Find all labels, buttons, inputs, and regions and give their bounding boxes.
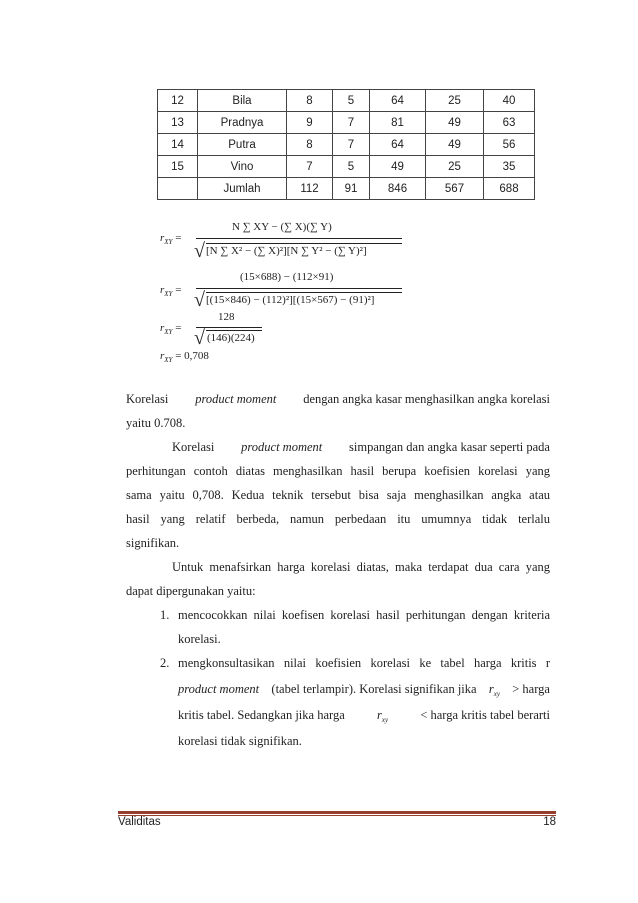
table-cell: 7	[287, 156, 333, 178]
table-cell: 5	[333, 90, 370, 112]
table-cell: 567	[426, 178, 484, 200]
table-cell: 5	[333, 156, 370, 178]
sqrt-icon: √	[194, 327, 205, 349]
formula-lhs-4: $r_{XY} = 0,708$	[160, 350, 209, 364]
fraction-bar-2	[196, 288, 402, 289]
table-cell: 63	[484, 112, 535, 134]
footer-rule-thin	[118, 815, 556, 816]
text-span: > harga	[512, 682, 550, 696]
table-cell: 13	[158, 112, 198, 134]
sqrt-icon: √	[194, 289, 205, 311]
xy-subscript: xy	[493, 690, 500, 698]
formula-lhs-3: $r_{XY}$ =	[160, 322, 182, 336]
table-cell: 112	[287, 178, 333, 200]
table-cell: 7	[333, 112, 370, 134]
formula-1-denominator: [N ∑ X² − (∑ X)²][N ∑ Y² − (∑ Y)²]	[206, 245, 367, 257]
formula-2-denominator: [(15×846) − (112)²][(15×567) − (91)²]	[206, 294, 375, 306]
fraction-bar-1	[196, 238, 402, 239]
table-cell: 15	[158, 156, 198, 178]
r-symbol: r	[376, 708, 382, 722]
table-cell: 688	[484, 178, 535, 200]
paragraph-2-line-3: sama yaitu 0,708. Kedua teknik tersebut bisa saja menghasilkan angka atau	[126, 488, 550, 502]
table-cell: 7	[333, 134, 370, 156]
table-cell: 8	[287, 90, 333, 112]
table-cell: 25	[426, 156, 484, 178]
paragraph-2-line-5: signifikan.	[126, 536, 180, 550]
text-span: kritis tabel. Sedangkan jika harga	[178, 708, 345, 722]
table-cell: 40	[484, 90, 535, 112]
footer-chapter-title: Validitas	[118, 816, 161, 828]
formula-lhs-1: $r_{XY}$ =	[160, 232, 182, 246]
paragraph-3-line-2: dapat dipergunakan yaitu:	[126, 584, 256, 598]
text-italic: product moment	[178, 682, 260, 696]
table-cell: 56	[484, 134, 535, 156]
table-cell: 12	[158, 90, 198, 112]
paragraph-3-line-1: Untuk menafsirkan harga korelasi diatas, maka terdapat dua cara yang	[172, 560, 550, 574]
list-item-1-line-1: mencocokkan nilai koefisen korelasi hasil perhitungan dengan kriteria	[178, 608, 550, 622]
table-cell: 25	[426, 90, 484, 112]
table-cell: 9	[287, 112, 333, 134]
table-cell: Putra	[198, 134, 287, 156]
table-row	[158, 156, 535, 178]
text-span: dengan angka kasar menghasilkan angka korelasi	[303, 392, 550, 406]
formula-2-numerator: (15×688) − (112×91)	[240, 271, 334, 283]
table-cell: 14	[158, 134, 198, 156]
list-item-1-line-2: korelasi.	[178, 632, 221, 646]
formula-3-denominator: (146)(224)	[207, 332, 255, 344]
xy-subscript: xy	[381, 716, 389, 724]
table-cell: 49	[426, 134, 484, 156]
paragraph-1-line-1	[126, 392, 550, 407]
formula-result: 0,708	[184, 350, 209, 362]
table-cell: 49	[426, 112, 484, 134]
paragraph-1-line-2: yaitu 0.708.	[126, 416, 186, 430]
list-item-1-number: 1.	[160, 608, 170, 622]
table-cell: 846	[370, 178, 426, 200]
text-span: < harga kritis tabel berarti	[420, 708, 550, 722]
list-item-2-line-4: korelasi tidak signifikan.	[178, 734, 302, 748]
table-cell: 49	[370, 156, 426, 178]
table-row	[158, 112, 535, 134]
table-cell: 35	[484, 156, 535, 178]
table-row	[158, 90, 535, 112]
paragraph-2-line-1	[172, 440, 550, 455]
table-row	[158, 178, 535, 200]
text-span: (tabel terlampir). Korelasi signifikan jika	[271, 682, 477, 696]
table-cell: Vino	[198, 156, 287, 178]
text-italic: product moment	[241, 440, 323, 454]
sqrt-icon: √	[194, 240, 205, 262]
sqrt-bar-1	[206, 243, 402, 244]
formula-3-numerator: 128	[218, 311, 235, 323]
table-cell: Bila	[198, 90, 287, 112]
paragraph-2-line-2: perhitungan contoh diatas menghasilkan hasil berupa koefisien korelasi yang	[126, 464, 550, 478]
list-item-2-number: 2.	[160, 656, 170, 670]
sqrt-bar-3	[206, 330, 262, 331]
rxy-symbol	[377, 708, 388, 724]
text-span: Korelasi	[172, 440, 215, 454]
text-span: simpangan dan angka kasar seperti pada	[349, 440, 550, 454]
table-row	[158, 134, 535, 156]
list-item-2-line-3	[178, 708, 550, 724]
table-cell: 8	[287, 134, 333, 156]
table-cell: 91	[333, 178, 370, 200]
table-cell: Jumlah	[198, 178, 287, 200]
table-cell: 64	[370, 90, 426, 112]
text-italic: product moment	[195, 392, 277, 406]
table-cell: Pradnya	[198, 112, 287, 134]
table-cell: 81	[370, 112, 426, 134]
r-symbol: r	[488, 682, 494, 696]
list-item-2-line-2	[178, 682, 550, 698]
table-cell	[158, 178, 198, 200]
rxy-symbol	[489, 682, 500, 698]
sqrt-bar-2	[206, 292, 402, 293]
table-cell: 64	[370, 134, 426, 156]
data-table	[157, 89, 535, 200]
formula-lhs-2: $r_{XY}$ =	[160, 284, 182, 298]
formula-1-numerator: N ∑ XY − (∑ X)(∑ Y)	[232, 221, 332, 233]
footer-rule-thick	[118, 811, 556, 814]
paragraph-2-line-4: hasil yang relatif berbeda, namun perbedaan itu umumnya tidak terlalu	[126, 512, 550, 526]
fraction-bar-3	[196, 327, 262, 328]
footer-page-number: 18	[543, 816, 556, 828]
list-item-2-line-1: mengkonsultasikan nilai koefisien korelasi ke tabel harga kritis r	[178, 656, 550, 670]
text-span: Korelasi	[126, 392, 169, 406]
